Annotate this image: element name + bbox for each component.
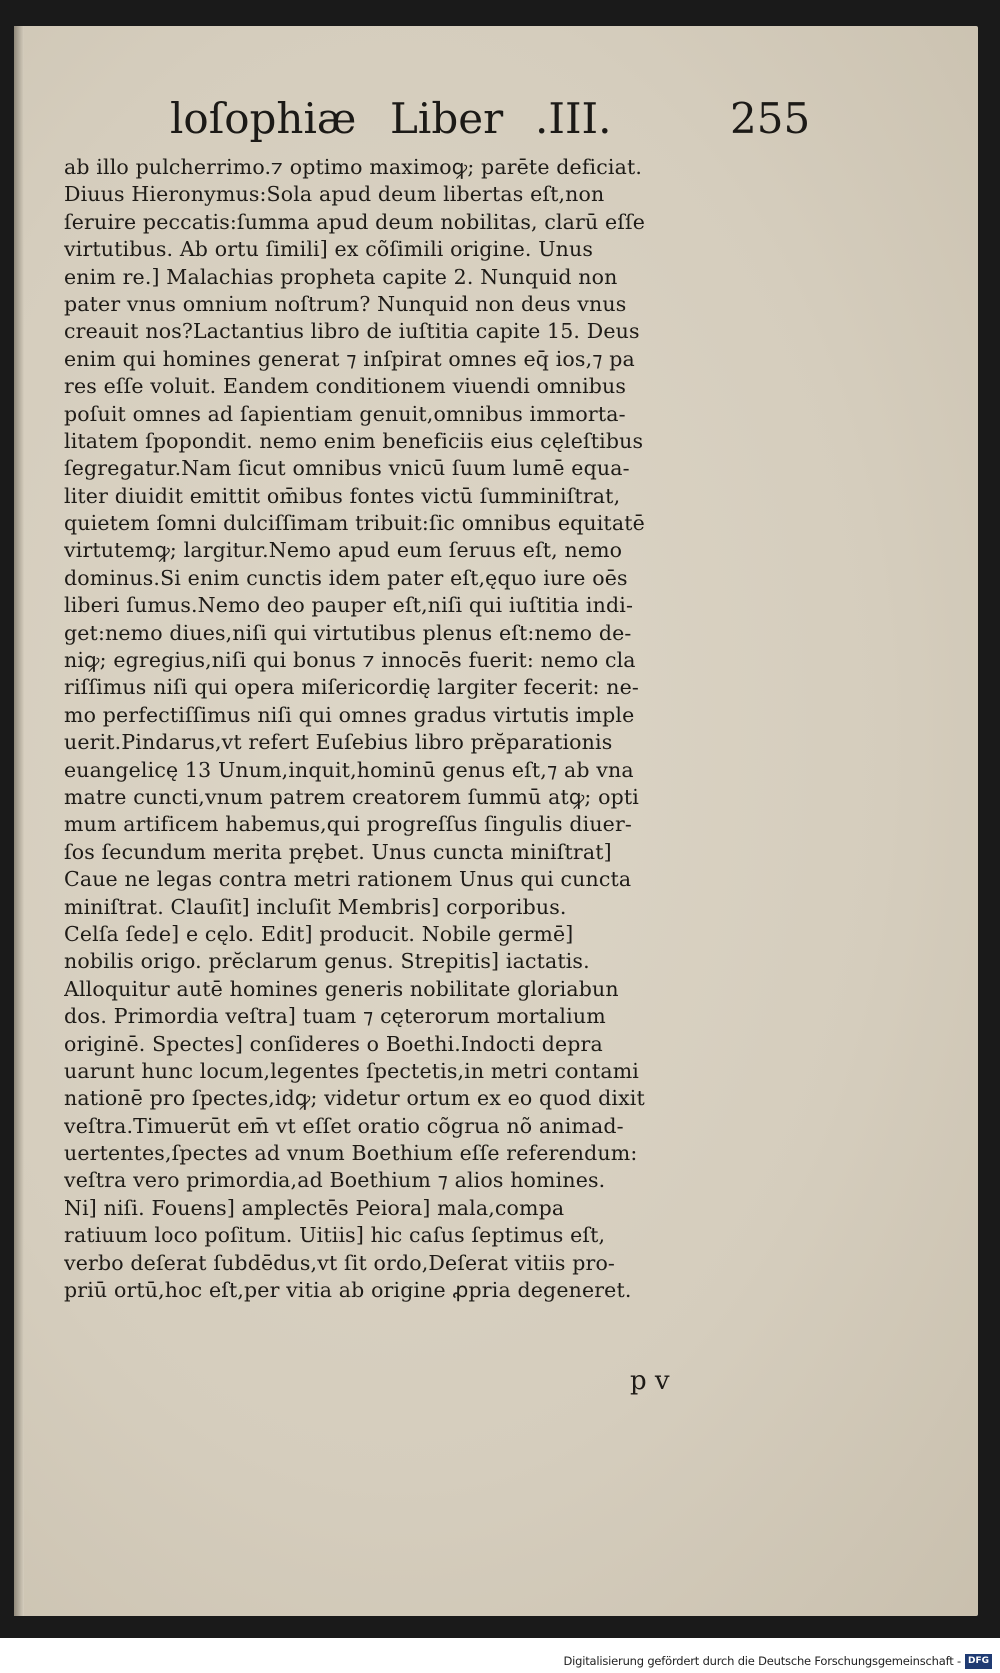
running-head	[170, 84, 811, 154]
text-line: Diuus Hieronymus:Sola apud deum libertas eſt,non	[64, 182, 605, 207]
text-line: mo perfectiſſimus niſi qui omnes gradus virtutis imple	[64, 702, 635, 727]
text-line: uertentes,ſpectes ad vnum Boethium eſſe referendum:	[64, 1141, 638, 1166]
text-line: veſtra vero primordia,ad Boethium ⁊ alios homines.	[64, 1168, 606, 1193]
text-line: ratiuum loco poſitum. Uitiis] hic caſus ſeptimus eſt,	[64, 1223, 606, 1248]
text-line: dos. Primordia veſtra] tuam ⁊ cęterorum mortalium	[64, 1004, 606, 1029]
signature-mark: p v	[630, 1366, 670, 1396]
text-line: dominus.Si enim cunctis idem pater eſt,ęquo iure oēs	[64, 565, 628, 590]
text-line: creauit nos?Lactantius libro de iuſtitia capite 15. Deus	[64, 319, 640, 344]
text-line: ſegregatur.Nam ſicut omnibus vnicū ſuum lumē equa-	[64, 456, 630, 481]
text-line: Celſa ſede] e cęlo. Edit] producit. Nobile germē]	[64, 921, 574, 946]
text-line: uarunt hunc locum,legentes ſpectetis,in metri contami	[64, 1058, 639, 1083]
text-line: miniſtrat. Clauſit] incluſit Membris] corporibus.	[64, 894, 567, 919]
text-line: verbo deſerat ſubdēdus,vt ſit ordo,Deſerat vitiis pro-	[64, 1250, 616, 1275]
text-line: pater vnus omnium noſtrum? Nunquid non deus vnus	[64, 291, 627, 316]
page-gutter-shadow	[14, 26, 24, 1616]
text-line: nationē pro ſpectes,idꝙ; videtur ortum ex eo quod dixit	[64, 1086, 645, 1111]
text-line: litatem ſpopondit. nemo enim beneficiis eius cęleſtibus	[64, 428, 644, 453]
text-line: mum artificem habemus,qui progreſſus ſingulis diuer-	[64, 812, 632, 837]
text-line: liter diuidit emittit om̄ibus fontes victū ſumminiſtrat,	[64, 483, 621, 508]
text-line: quietem ſomni dulciſſimam tribuit:ſic omnibus equitatē	[64, 511, 645, 536]
text-line: ſos ſecundum merita prębet. Unus cuncta miniſtrat]	[64, 839, 612, 864]
text-line: euangelicę 13 Unum,inquit,hominū genus eſt,⁊ ab vna	[64, 757, 634, 782]
text-line: res eſſe voluit. Eandem conditionem viuendi omnibus	[64, 374, 627, 399]
text-line: poſuit omnes ad ſapientiam genuit,omnibus immorta-	[64, 401, 626, 426]
text-line: ſeruire peccatis:ſumma apud deum nobilitas, clarū eſſe	[64, 209, 646, 234]
text-line: priū ortū,hoc eſt,per vitia ab origine ꝓpria degeneret.	[64, 1278, 632, 1303]
running-head-book-number: .III.	[535, 94, 612, 143]
commentary-text-block	[64, 154, 784, 1304]
page-number: 255	[730, 94, 811, 143]
footer-credit: Digitalisierung gefördert durch die Deutsche Forschungsgemeinschaft -	[563, 1654, 961, 1668]
text-line: get:nemo diues,niſi qui virtutibus plenus eſt:nemo de-	[64, 620, 632, 645]
text-line: riſſimus niſi qui opera miſericordię largiter fecerit: ne-	[64, 675, 639, 700]
text-line: veſtra.Timuerūt em̄ vt eſſet oratio cõgrua nõ animad-	[64, 1113, 624, 1138]
text-line: nobilis origo. prĕclarum genus. Strepitis] iactatis.	[64, 949, 590, 974]
text-line: ab illo pulcherrimo.⁊ optimo maximoꝙ; parēte deficiat.	[64, 155, 643, 179]
text-line: Alloquitur autē homines generis nobilitate gloriabun	[64, 976, 619, 1001]
text-line: virtutibus. Ab ortu ſimili] ex cõſimili origine. Unus	[64, 237, 594, 262]
running-head-title: loſophiæ	[170, 94, 357, 143]
text-line: virtutemꝙ; largitur.Nemo apud eum ſeruus eſt, nemo	[64, 538, 623, 563]
text-line: liberi ſumus.Nemo deo pauper eſt,niſi qui iuſtitia indi-	[64, 593, 634, 618]
text-line: enim qui homines generat ⁊ inſpirat omnes eq̄ ios,⁊ pa	[64, 346, 635, 371]
text-line: uerit.Pindarus,vt refert Euſebius libro prĕparationis	[64, 730, 613, 755]
text-line: matre cuncti,vnum patrem creatorem ſummū atꝙ; opti	[64, 784, 639, 809]
dfg-logo: DFG	[965, 1654, 992, 1669]
text-line: enim re.] Malachias propheta capite 2. Nunquid non	[64, 264, 618, 289]
text-line: Ni] niſi. Fouens] amplectēs Peiora] mala,compa	[64, 1195, 565, 1220]
text-line: originē. Spectes] conſideres o Boethi.Indocti depra	[64, 1031, 603, 1056]
text-line: niꝙ; egregius,niſi qui bonus ⁊ innocēs fuerit: nemo cla	[64, 648, 636, 673]
text-line: Caue ne legas contra metri rationem Unus qui cuncta	[64, 867, 632, 892]
digitization-footer	[564, 1651, 993, 1671]
running-head-book: Liber	[390, 94, 504, 143]
